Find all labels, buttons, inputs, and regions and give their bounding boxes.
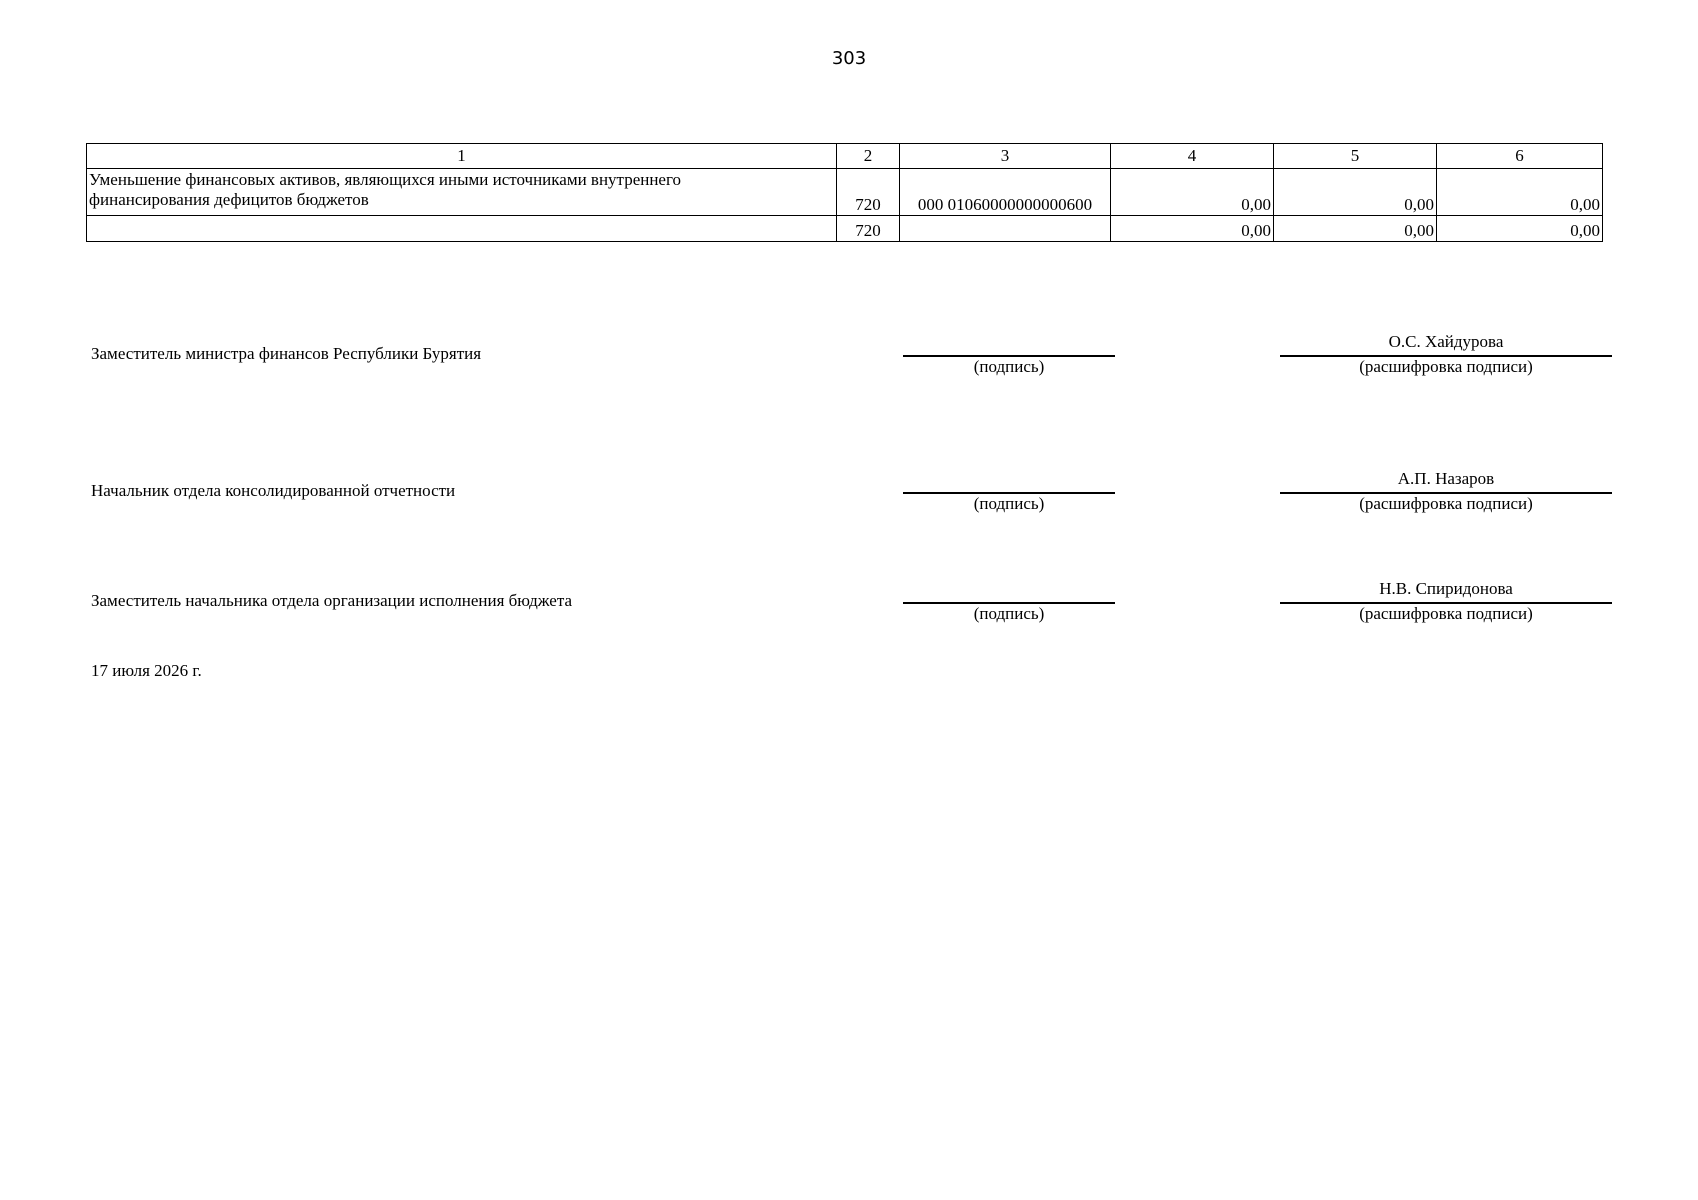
signature-caption: (подпись) bbox=[973, 604, 1045, 623]
signer-name: О.С. Хайдурова bbox=[1388, 332, 1504, 351]
column-header: 3 bbox=[900, 144, 1111, 169]
signature-caption: (подпись) bbox=[973, 494, 1045, 513]
row-name-cell bbox=[87, 169, 837, 216]
signer-name: Н.В. Спиридонова bbox=[1379, 579, 1513, 598]
row-value-cell: 0,00 bbox=[1111, 169, 1274, 216]
row-code-cell: 720 bbox=[837, 216, 900, 242]
row-name-line: финансирования дефицитов бюджетов bbox=[89, 190, 369, 209]
page-number: 303 bbox=[831, 48, 867, 69]
table-row bbox=[87, 169, 1603, 216]
row-value-cell: 0,00 bbox=[1274, 216, 1437, 242]
table-total-row bbox=[87, 216, 1603, 242]
row-value-cell: 0,00 bbox=[1437, 216, 1603, 242]
row-value-cell: 0,00 bbox=[1437, 169, 1603, 216]
signer-title: Начальник отдела консолидированной отчетности bbox=[91, 481, 456, 500]
column-header: 6 bbox=[1437, 144, 1603, 169]
row-name-line: Уменьшение финансовых активов, являющихся иными источниками внутреннего bbox=[89, 170, 682, 189]
signer-title: Заместитель начальника отдела организации исполнения бюджета bbox=[91, 591, 573, 610]
column-header: 2 bbox=[837, 144, 900, 169]
column-header: 5 bbox=[1274, 144, 1437, 169]
row-classifier-cell bbox=[900, 216, 1111, 242]
row-name-cell bbox=[87, 216, 837, 242]
signature-block bbox=[0, 332, 1698, 403]
table-header-row bbox=[87, 144, 1603, 169]
name-caption: (расшифровка подписи) bbox=[1359, 604, 1533, 623]
name-caption: (расшифровка подписи) bbox=[1359, 357, 1533, 376]
signature-caption: (подпись) bbox=[973, 357, 1045, 376]
signer-title: Заместитель министра финансов Республики Бурятия bbox=[91, 344, 482, 363]
signature-block bbox=[0, 579, 1698, 650]
column-header: 1 bbox=[87, 144, 837, 169]
row-value-cell: 0,00 bbox=[1111, 216, 1274, 242]
name-caption: (расшифровка подписи) bbox=[1359, 494, 1533, 513]
row-value-cell: 0,00 bbox=[1274, 169, 1437, 216]
report-date: 17 июля 2026 г. bbox=[91, 661, 202, 680]
signer-name: А.П. Назаров bbox=[1397, 469, 1495, 488]
row-code-cell: 720 bbox=[837, 169, 900, 216]
column-header: 4 bbox=[1111, 144, 1274, 169]
report-table bbox=[86, 143, 1603, 242]
row-classifier-cell: 000 01060000000000600 bbox=[900, 169, 1111, 216]
signature-block bbox=[0, 469, 1698, 540]
